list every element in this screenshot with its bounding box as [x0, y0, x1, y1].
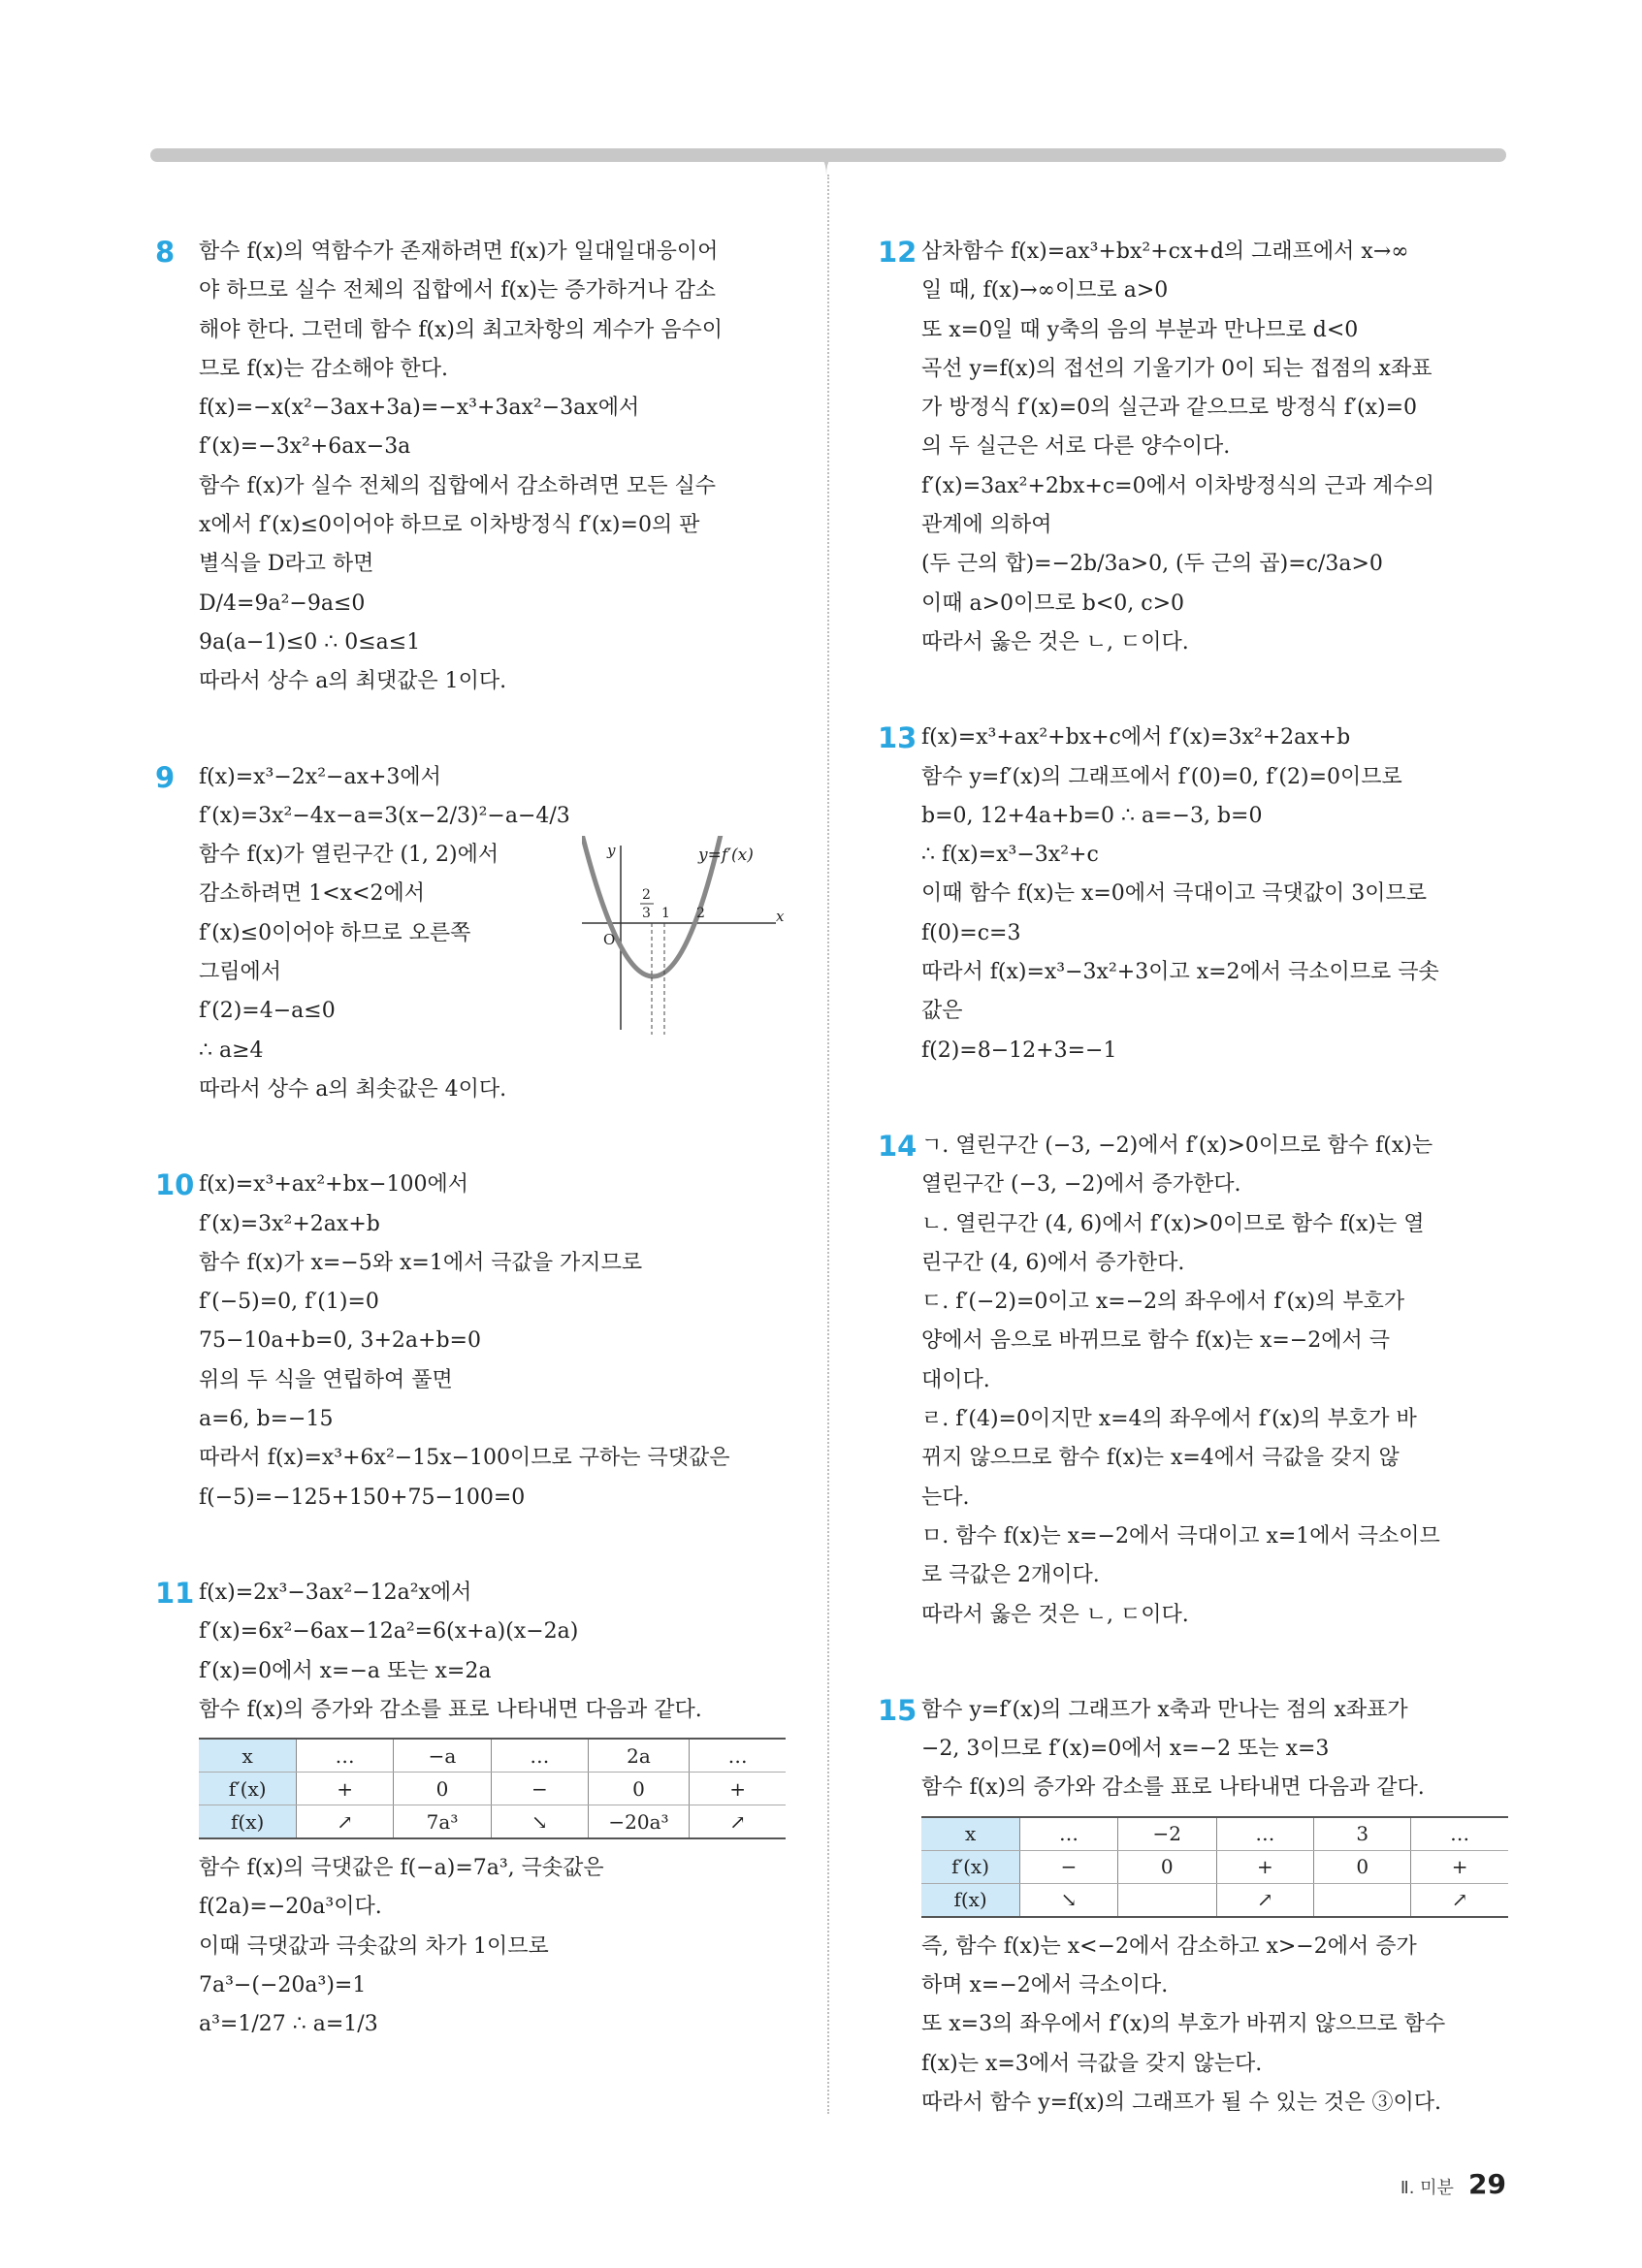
solution-line: 별식을 D라고 하면: [199, 552, 374, 577]
table-cell: …: [690, 1739, 786, 1773]
table-row: [921, 1850, 1508, 1883]
problem-number: 12: [878, 236, 918, 269]
problem-15: [878, 1691, 1508, 2123]
solution-line: f′(x)=6x²−6ax−12a²=6(x+a)(x−2a): [199, 1619, 579, 1645]
solution-line: ㄴ. 열린구간 (4, 6)에서 f′(x)>0이므로 함수 f(x)는 열: [921, 1211, 1425, 1236]
column-divider: [827, 175, 829, 2114]
solution-line: ∴ a≥4: [199, 1038, 264, 1063]
table-cell: +: [690, 1773, 786, 1805]
solution-line: 함수 f(x)의 증가와 감소를 표로 나타내면 다음과 같다.: [199, 1697, 702, 1722]
solution-line: f(x)=x³+ax²+bx+c에서 f′(x)=3x²+2ax+b: [921, 725, 1351, 751]
solution-line: 또 x=3의 좌우에서 f′(x)의 부호가 바뀌지 않으므로 함수: [921, 2012, 1446, 2037]
problem-number: 15: [878, 1693, 918, 1727]
solution-line: 이때 a>0이므로 b<0, c>0: [921, 591, 1185, 616]
table-cell: f(x): [199, 1805, 297, 1839]
variation-table: [199, 1738, 786, 1839]
solution-line: 관계에 의하여: [921, 513, 1052, 538]
section-label: Ⅱ. 미분: [1400, 2178, 1454, 2198]
solution-line: x에서 f′(x)≤0이어야 하므로 이차방정식 f′(x)=0의 판: [199, 513, 700, 538]
solution-line: 양에서 음으로 바뀌므로 함수 f(x)는 x=−2에서 극: [921, 1328, 1390, 1354]
table-cell: 0: [1314, 1850, 1411, 1883]
page-footer: [1401, 2168, 1506, 2200]
solution-line: 9a(a−1)≤0 ∴ 0≤a≤1: [199, 629, 421, 655]
table-cell: f(x): [921, 1883, 1020, 1917]
table-cell: …: [1411, 1817, 1508, 1851]
table-cell: 2a: [588, 1739, 690, 1773]
origin-label: O: [603, 930, 616, 948]
solution-line: f′(x)=0에서 x=−a 또는 x=2a: [199, 1658, 492, 1683]
tick-two-thirds-den: 3: [642, 905, 651, 921]
solution-line: 감소하려면 1<x<2에서: [199, 881, 426, 907]
solution-line: ㄱ. 열린구간 (−3, −2)에서 f′(x)>0이므로 함수 f(x)는: [921, 1133, 1433, 1158]
problem-number: 14: [878, 1129, 918, 1163]
table-cell: −2: [1117, 1817, 1216, 1851]
solution-line: 가 방정식 f′(x)=0의 실근과 같으므로 방정식 f′(x)=0: [921, 396, 1418, 421]
table-row: [921, 1883, 1508, 1917]
table-cell: 0: [588, 1773, 690, 1805]
solution-line: 의 두 실근은 서로 다른 양수이다.: [921, 434, 1231, 460]
solution-line: ㅁ. 함수 f(x)는 x=−2에서 극대이고 x=1에서 극소이므: [921, 1523, 1440, 1549]
table-cell: 0: [1117, 1850, 1216, 1883]
table-row: [199, 1805, 786, 1839]
solution-line: f′(x)=−3x²+6ax−3a: [199, 434, 411, 460]
solution-line: 로 극값은 2개이다.: [921, 1563, 1100, 1588]
solution-line: 따라서 옳은 것은 ㄴ, ㄷ이다.: [921, 629, 1189, 655]
solution-line: f(−5)=−125+150+75−100=0: [199, 1485, 526, 1510]
right-column: [878, 233, 1508, 2179]
solution-line: ∴ f(x)=x³−3x²+c: [921, 843, 1099, 868]
table-cell: 0: [393, 1773, 491, 1805]
table-cell: …: [492, 1739, 589, 1773]
solution-line: 린구간 (4, 6)에서 증가한다.: [921, 1250, 1185, 1275]
solution-line: 그림에서: [199, 960, 282, 985]
solution-line: f(x)=2x³−3ax²−12a²x에서: [199, 1580, 472, 1605]
solution-line: f′(x)≤0이어야 하므로 오른쪽: [199, 920, 471, 945]
solution-line: 75−10a+b=0, 3+2a+b=0: [199, 1328, 481, 1354]
solution-line: 위의 두 식을 연립하여 풀면: [199, 1367, 453, 1392]
solution-line: f′(−5)=0, f′(1)=0: [199, 1290, 379, 1315]
tick-two-thirds-num: 2: [642, 886, 651, 903]
table-cell: ↘: [1020, 1883, 1118, 1917]
table-cell: …: [297, 1739, 394, 1773]
solution-line: f(2a)=−20a³이다.: [199, 1895, 382, 1920]
solution-line: 또 x=0일 때 y축의 음의 부분과 만나므로 d<0: [921, 317, 1359, 342]
problem-number: 10: [155, 1168, 195, 1202]
problem-number: 9: [155, 760, 176, 794]
solution-line: 따라서 f(x)=x³−3x²+3이고 x=2에서 극소이므로 극솟: [921, 960, 1439, 985]
solution-line: 따라서 상수 a의 최솟값은 4이다.: [199, 1076, 507, 1102]
solution-line: 는다.: [921, 1485, 970, 1510]
table-cell: …: [1020, 1817, 1118, 1851]
derivative-graph: [582, 836, 795, 1049]
table-cell: ↘: [492, 1805, 589, 1839]
page-number: 29: [1468, 2168, 1506, 2200]
table-row: [199, 1773, 786, 1805]
solution-line: D/4=9a²−9a≤0: [199, 591, 366, 616]
solution-line: 따라서 f(x)=x³+6x²−15x−100이므로 구하는 극댓값은: [199, 1446, 730, 1471]
solution-line: b=0, 12+4a+b=0 ∴ a=−3, b=0: [921, 803, 1263, 828]
solution-line: 즉, 함수 f(x)는 x<−2에서 감소하고 x>−2에서 증가: [921, 1933, 1417, 1959]
solution-line: 야 하므로 실수 전체의 집합에서 f(x)는 증가하거나 감소: [199, 278, 716, 303]
problem-number: 8: [155, 236, 176, 269]
table-cell: 3: [1314, 1817, 1411, 1851]
left-column: [155, 233, 786, 2101]
solution-line: 함수 y=f′(x)의 그래프가 x축과 만나는 점의 x좌표가: [921, 1697, 1408, 1722]
solution-line: 따라서 옳은 것은 ㄴ, ㄷ이다.: [921, 1602, 1189, 1627]
solution-line: f(2)=8−12+3=−1: [921, 1038, 1117, 1063]
solution-line: 값은: [921, 999, 963, 1024]
solution-line: 열린구간 (−3, −2)에서 증가한다.: [921, 1172, 1241, 1198]
x-axis-label: x: [776, 907, 785, 925]
table-cell: −: [1020, 1850, 1118, 1883]
curve-label: y=f′(x): [698, 845, 754, 865]
solution-line: 7a³−(−20a³)=1: [199, 1972, 367, 1997]
table-cell: +: [297, 1773, 394, 1805]
graph-svg: [582, 836, 795, 1049]
solution-line: f′(x)=3ax²+2bx+c=0에서 이차방정식의 근과 계수의: [921, 473, 1434, 498]
problem-number: 11: [155, 1576, 195, 1610]
problem-11: [155, 1574, 786, 2045]
table-row: [199, 1739, 786, 1773]
table-cell: −20a³: [588, 1805, 690, 1839]
problem-13: [878, 719, 1508, 1070]
table-cell: f′(x): [199, 1773, 297, 1805]
table-cell: x: [199, 1739, 297, 1773]
solution-line: f(x)=x³+ax²+bx−100에서: [199, 1172, 469, 1198]
table-cell: ↗: [297, 1805, 394, 1839]
table-cell: −: [492, 1773, 589, 1805]
table-cell: ↗: [1216, 1883, 1314, 1917]
table-cell: +: [1216, 1850, 1314, 1883]
table-cell: +: [1411, 1850, 1508, 1883]
y-axis-label: y: [607, 841, 616, 859]
tick-two: 2: [696, 905, 705, 921]
solution-line: 해야 한다. 그런데 함수 f(x)의 최고차항의 계수가 음수이: [199, 317, 723, 342]
solution-line: 함수 f(x)의 역함수가 존재하려면 f(x)가 일대일대응이어: [199, 240, 719, 264]
solution-line: 함수 f(x)가 x=−5와 x=1에서 극값을 가지므로: [199, 1250, 643, 1275]
solution-line: ㄹ. f′(4)=0이지만 x=4의 좌우에서 f′(x)의 부호가 바: [921, 1407, 1417, 1432]
solution-line: −2, 3이므로 f′(x)=0에서 x=−2 또는 x=3: [921, 1737, 1330, 1762]
problem-10: [155, 1166, 786, 1517]
solution-line: 따라서 상수 a의 최댓값은 1이다.: [199, 669, 507, 694]
solution-line: 하며 x=−2에서 극소이다.: [921, 1972, 1169, 1997]
problem-9: [155, 758, 786, 1110]
table-cell: f′(x): [921, 1850, 1020, 1883]
solution-line: f′(x)=3x²+2ax+b: [199, 1211, 380, 1236]
solution-line: f(x)=x³−2x²−ax+3에서: [199, 764, 441, 789]
header-notch: [807, 148, 846, 177]
solution-line: 함수 y=f′(x)의 그래프에서 f′(0)=0, f′(2)=0이므로: [921, 764, 1402, 789]
table-cell: [1314, 1883, 1411, 1917]
solution-line: (두 근의 합)=−2b/3a>0, (두 근의 곱)=c/3a>0: [921, 552, 1383, 577]
solution-line: 삼차함수 f(x)=ax³+bx²+cx+d의 그래프에서 x→∞: [921, 240, 1409, 264]
solution-line: 함수 f(x)의 극댓값은 f(−a)=7a³, 극솟값은: [199, 1856, 604, 1881]
solution-line: a³=1/27 ∴ a=1/3: [199, 2012, 378, 2037]
solution-line: 이때 함수 f(x)는 x=0에서 극대이고 극댓값이 3이므로: [921, 881, 1428, 907]
solution-line: 함수 f(x)가 실수 전체의 집합에서 감소하려면 모든 실수: [199, 473, 716, 498]
tick-one: 1: [661, 905, 670, 921]
table-cell: ↗: [1411, 1883, 1508, 1917]
table-cell: …: [1216, 1817, 1314, 1851]
table-cell: x: [921, 1817, 1020, 1851]
table-cell: ↗: [690, 1805, 786, 1839]
solution-line: f(x)는 x=3에서 극값을 갖지 않는다.: [921, 2051, 1263, 2076]
solution-line: 함수 f(x)가 열린구간 (1, 2)에서: [199, 843, 499, 868]
solution-line: f(x)=−x(x²−3ax+3a)=−x³+3ax²−3ax에서: [199, 396, 640, 421]
table-row: [921, 1817, 1508, 1851]
table-cell: 7a³: [393, 1805, 491, 1839]
solution-line: 뀌지 않으므로 함수 f(x)는 x=4에서 극값을 갖지 않: [921, 1446, 1400, 1471]
solution-line: 일 때, f(x)→∞이므로 a>0: [921, 278, 1169, 303]
table-cell: [1117, 1883, 1216, 1917]
solution-line: 곡선 y=f(x)의 접선의 기울기가 0이 되는 접점의 x좌표: [921, 356, 1433, 381]
variation-table: [921, 1816, 1508, 1918]
solution-line: a=6, b=−15: [199, 1407, 334, 1432]
problem-14: [878, 1127, 1508, 1635]
solution-line: 대이다.: [921, 1367, 990, 1392]
problem-12: [878, 233, 1508, 662]
solution-line: 이때 극댓값과 극솟값의 차가 1이므로: [199, 1933, 549, 1959]
problem-8: [155, 233, 786, 702]
solution-line: 따라서 함수 y=f(x)의 그래프가 될 수 있는 것은 ③이다.: [921, 2090, 1442, 2115]
solution-line: 므로 f(x)는 감소해야 한다.: [199, 356, 448, 381]
problem-number: 13: [878, 721, 918, 755]
table-cell: −a: [393, 1739, 491, 1773]
solution-line: ㄷ. f′(−2)=0이고 x=−2의 좌우에서 f′(x)의 부호가: [921, 1290, 1405, 1315]
solution-line: f(0)=c=3: [921, 920, 1021, 945]
solution-line: 함수 f(x)의 증가와 감소를 표로 나타내면 다음과 같다.: [921, 1775, 1425, 1801]
solution-line: f′(x)=3x²−4x−a=3(x−2/3)²−a−4/3: [199, 803, 570, 828]
solution-line: f′(2)=4−a≤0: [199, 999, 336, 1024]
